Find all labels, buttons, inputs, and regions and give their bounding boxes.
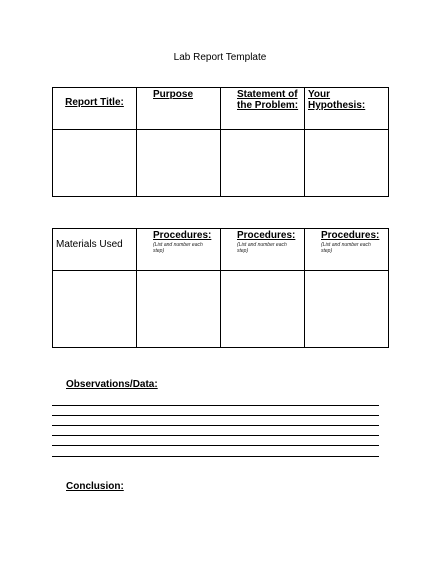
hypothesis-entry[interactable] <box>305 130 389 197</box>
procedures-cell-3 <box>305 229 389 271</box>
observation-line[interactable] <box>52 435 379 436</box>
hypothesis-cell <box>305 88 389 130</box>
purpose-entry[interactable] <box>137 130 221 197</box>
materials-entry[interactable] <box>53 271 137 348</box>
hypothesis-label: Your Hypothesis: <box>308 89 366 111</box>
procedures-label-1: Procedures: <box>153 230 212 241</box>
materials-cell <box>53 229 137 271</box>
observation-line[interactable] <box>52 445 379 446</box>
procedures-cell-2 <box>221 229 305 271</box>
problem-statement-label: Statement of the Problem: <box>237 89 299 111</box>
report-title-cell <box>53 88 137 130</box>
observation-line[interactable] <box>52 405 379 406</box>
materials-label: Materials Used <box>56 239 123 250</box>
procedures-hint-2: (List and number each step) <box>237 242 287 254</box>
observation-line[interactable] <box>52 456 379 457</box>
materials-procedures-table <box>52 228 389 348</box>
problem-statement-cell <box>221 88 305 130</box>
procedures-hint-3: (List and number each step) <box>321 242 371 254</box>
purpose-cell <box>137 88 221 130</box>
observation-line[interactable] <box>52 425 379 426</box>
procedures-cell-1 <box>137 229 221 271</box>
report-title-entry[interactable] <box>53 130 137 197</box>
procedures-hint-1: (List and number each step) <box>153 242 203 254</box>
report-title-label: Report Title: <box>65 97 124 108</box>
observations-heading: Observations/Data: <box>66 379 158 390</box>
conclusion-heading: Conclusion: <box>66 481 124 492</box>
report-info-table <box>52 87 389 197</box>
procedures-entry-3[interactable] <box>305 271 389 348</box>
page-title: Lab Report Template <box>173 52 267 63</box>
problem-statement-entry[interactable] <box>221 130 305 197</box>
procedures-entry-2[interactable] <box>221 271 305 348</box>
procedures-label-3: Procedures: <box>321 230 380 241</box>
procedures-entry-1[interactable] <box>137 271 221 348</box>
procedures-label-2: Procedures: <box>237 230 296 241</box>
purpose-label: Purpose <box>153 89 194 100</box>
observation-line[interactable] <box>52 415 379 416</box>
